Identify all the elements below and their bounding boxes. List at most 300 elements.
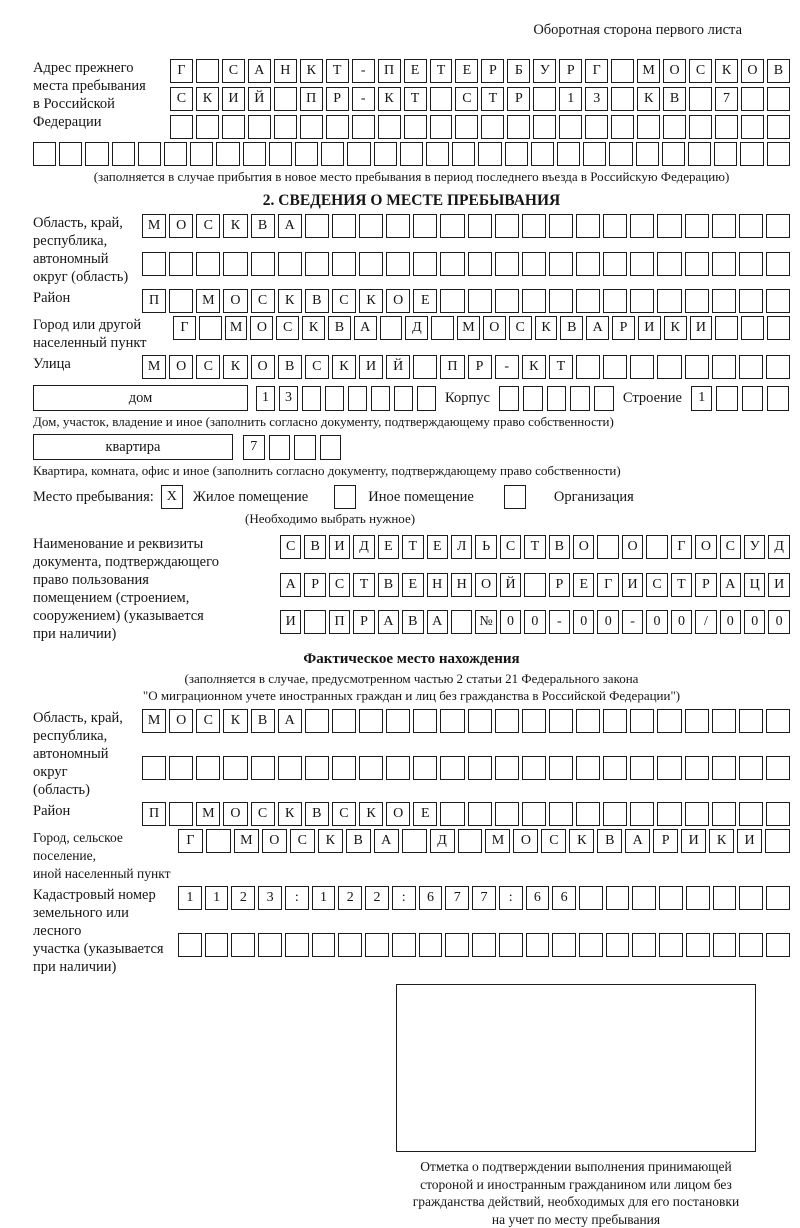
char-box[interactable] — [576, 252, 600, 276]
char-box[interactable]: О — [223, 802, 247, 826]
char-box[interactable] — [549, 802, 573, 826]
char-box[interactable] — [611, 115, 634, 139]
char-box[interactable] — [402, 829, 427, 853]
char-box[interactable] — [688, 142, 711, 166]
char-box[interactable]: Р — [559, 59, 582, 83]
char-box[interactable] — [417, 386, 436, 411]
char-box[interactable]: 0 — [768, 610, 789, 634]
char-box[interactable] — [630, 756, 654, 780]
char-box[interactable] — [741, 87, 764, 111]
char-box[interactable]: Й — [248, 87, 271, 111]
char-box[interactable] — [594, 386, 614, 411]
char-box[interactable]: 0 — [573, 610, 594, 634]
char-box[interactable]: 2 — [231, 886, 255, 910]
char-box[interactable]: С — [170, 87, 193, 111]
char-box[interactable] — [685, 214, 709, 238]
char-box[interactable]: В — [402, 610, 423, 634]
char-box[interactable]: Р — [653, 829, 678, 853]
char-box[interactable]: Н — [274, 59, 297, 83]
char-box[interactable] — [549, 252, 573, 276]
char-box[interactable]: В — [346, 829, 371, 853]
char-box[interactable] — [269, 142, 292, 166]
char-box[interactable] — [576, 802, 600, 826]
char-box[interactable] — [552, 933, 576, 957]
char-box[interactable] — [766, 355, 790, 379]
char-box[interactable]: К — [522, 355, 546, 379]
char-box[interactable]: Р — [304, 573, 325, 597]
char-box[interactable] — [243, 142, 266, 166]
char-box[interactable] — [468, 756, 492, 780]
char-box[interactable]: 7 — [715, 87, 738, 111]
char-box[interactable]: С — [689, 59, 712, 83]
char-box[interactable]: И — [280, 610, 301, 634]
char-box[interactable] — [274, 87, 297, 111]
char-box[interactable] — [716, 386, 738, 411]
char-box[interactable] — [657, 214, 681, 238]
char-box[interactable] — [630, 709, 654, 733]
char-box[interactable]: С — [280, 535, 301, 559]
char-box[interactable]: К — [664, 316, 687, 340]
char-box[interactable] — [196, 59, 219, 83]
char-box[interactable] — [320, 435, 342, 460]
char-box[interactable]: С — [305, 355, 329, 379]
char-box[interactable] — [632, 886, 656, 910]
char-box[interactable] — [426, 142, 449, 166]
char-box[interactable]: К — [359, 289, 383, 313]
char-box[interactable]: - — [549, 610, 570, 634]
char-box[interactable] — [715, 115, 738, 139]
char-box[interactable] — [739, 933, 763, 957]
char-box[interactable] — [522, 214, 546, 238]
char-box[interactable]: - — [352, 87, 375, 111]
char-box[interactable] — [413, 214, 437, 238]
char-box[interactable]: 7 — [445, 886, 469, 910]
char-box[interactable]: К — [278, 802, 302, 826]
char-box[interactable]: Т — [430, 59, 453, 83]
char-box[interactable]: А — [248, 59, 271, 83]
char-box[interactable] — [196, 756, 220, 780]
char-box[interactable] — [386, 252, 410, 276]
char-box[interactable] — [576, 709, 600, 733]
char-box[interactable] — [739, 886, 763, 910]
char-box[interactable]: С — [196, 355, 220, 379]
char-box[interactable] — [468, 289, 492, 313]
char-box[interactable] — [739, 289, 763, 313]
char-box[interactable] — [499, 386, 519, 411]
char-box[interactable]: С — [251, 289, 275, 313]
char-box[interactable] — [223, 252, 247, 276]
char-box[interactable]: П — [329, 610, 350, 634]
char-box[interactable]: О — [386, 802, 410, 826]
char-box[interactable]: А — [625, 829, 650, 853]
char-box[interactable] — [404, 115, 427, 139]
char-box[interactable]: Г — [178, 829, 203, 853]
char-box[interactable] — [576, 756, 600, 780]
char-box[interactable] — [766, 289, 790, 313]
char-box[interactable] — [178, 933, 202, 957]
char-box[interactable]: И — [690, 316, 713, 340]
char-box[interactable] — [766, 802, 790, 826]
char-box[interactable]: О — [169, 355, 193, 379]
char-box[interactable]: А — [378, 610, 399, 634]
char-box[interactable] — [630, 802, 654, 826]
char-box[interactable]: К — [223, 709, 247, 733]
char-box[interactable] — [714, 142, 737, 166]
char-box[interactable] — [302, 386, 321, 411]
char-box[interactable]: С — [276, 316, 299, 340]
char-box[interactable] — [295, 142, 318, 166]
char-box[interactable] — [657, 709, 681, 733]
char-box[interactable]: К — [196, 87, 219, 111]
char-box[interactable] — [712, 355, 736, 379]
checkbox-organization[interactable] — [504, 485, 526, 509]
char-box[interactable] — [170, 115, 193, 139]
char-box[interactable]: В — [305, 802, 329, 826]
char-box[interactable]: К — [223, 355, 247, 379]
char-box[interactable]: К — [359, 802, 383, 826]
char-box[interactable] — [495, 289, 519, 313]
char-box[interactable] — [576, 214, 600, 238]
char-box[interactable]: : — [499, 886, 523, 910]
char-box[interactable] — [659, 886, 683, 910]
char-box[interactable] — [258, 933, 282, 957]
char-box[interactable]: А — [280, 573, 301, 597]
char-box[interactable]: М — [234, 829, 259, 853]
char-box[interactable]: Г — [173, 316, 196, 340]
char-box[interactable] — [603, 709, 627, 733]
char-box[interactable] — [440, 289, 464, 313]
char-box[interactable] — [713, 933, 737, 957]
char-box[interactable]: С — [332, 802, 356, 826]
char-box[interactable] — [576, 289, 600, 313]
char-box[interactable] — [85, 142, 108, 166]
char-box[interactable] — [766, 933, 790, 957]
char-box[interactable]: : — [392, 886, 416, 910]
char-box[interactable]: С — [455, 87, 478, 111]
char-box[interactable] — [712, 252, 736, 276]
char-box[interactable]: А — [354, 316, 377, 340]
char-box[interactable]: Е — [413, 289, 437, 313]
char-box[interactable]: Н — [427, 573, 448, 597]
char-box[interactable]: С — [646, 573, 667, 597]
char-box[interactable] — [359, 709, 383, 733]
char-box[interactable]: М — [142, 355, 166, 379]
char-box[interactable]: Г — [597, 573, 618, 597]
char-box[interactable] — [325, 386, 344, 411]
char-box[interactable] — [400, 142, 423, 166]
char-box[interactable]: С — [222, 59, 245, 83]
char-box[interactable] — [386, 709, 410, 733]
char-box[interactable] — [251, 252, 275, 276]
char-box[interactable] — [689, 115, 712, 139]
char-box[interactable] — [380, 316, 403, 340]
char-box[interactable]: Г — [671, 535, 692, 559]
char-box[interactable]: 6 — [526, 886, 550, 910]
char-box[interactable] — [524, 573, 545, 597]
char-box[interactable] — [741, 115, 764, 139]
char-box[interactable]: О — [386, 289, 410, 313]
char-box[interactable] — [686, 933, 710, 957]
char-box[interactable]: № — [475, 610, 496, 634]
char-box[interactable]: М — [225, 316, 248, 340]
char-box[interactable]: Р — [612, 316, 635, 340]
char-box[interactable]: С — [720, 535, 741, 559]
char-box[interactable]: Н — [451, 573, 472, 597]
char-box[interactable] — [637, 115, 660, 139]
char-box[interactable]: О — [741, 59, 764, 83]
char-box[interactable]: С — [251, 802, 275, 826]
char-box[interactable]: К — [637, 87, 660, 111]
char-box[interactable] — [603, 252, 627, 276]
char-box[interactable] — [636, 142, 659, 166]
char-box[interactable] — [495, 756, 519, 780]
char-box[interactable]: 6 — [419, 886, 443, 910]
char-box[interactable]: 1 — [178, 886, 202, 910]
char-box[interactable]: А — [278, 709, 302, 733]
char-box[interactable] — [712, 709, 736, 733]
char-box[interactable] — [523, 386, 543, 411]
char-box[interactable] — [413, 355, 437, 379]
char-box[interactable]: 0 — [744, 610, 765, 634]
char-box[interactable] — [505, 142, 528, 166]
char-box[interactable]: А — [720, 573, 741, 597]
char-box[interactable]: Т — [326, 59, 349, 83]
char-box[interactable] — [169, 252, 193, 276]
char-box[interactable] — [507, 115, 530, 139]
char-box[interactable]: / — [695, 610, 716, 634]
char-box[interactable] — [685, 756, 709, 780]
char-box[interactable]: Д — [430, 829, 455, 853]
char-box[interactable]: М — [142, 709, 166, 733]
char-box[interactable]: Т — [353, 573, 374, 597]
char-box[interactable] — [685, 709, 709, 733]
char-box[interactable] — [142, 756, 166, 780]
char-box[interactable]: 2 — [365, 886, 389, 910]
char-box[interactable] — [199, 316, 222, 340]
char-box[interactable]: Е — [413, 802, 437, 826]
char-box[interactable] — [766, 214, 790, 238]
char-box[interactable]: К — [223, 214, 247, 238]
char-box[interactable]: К — [378, 87, 401, 111]
char-box[interactable] — [579, 886, 603, 910]
char-box[interactable] — [603, 802, 627, 826]
char-box[interactable]: 1 — [256, 386, 275, 411]
char-box[interactable] — [499, 933, 523, 957]
char-box[interactable] — [458, 829, 483, 853]
char-box[interactable]: О — [169, 709, 193, 733]
char-box[interactable]: В — [305, 289, 329, 313]
char-box[interactable]: К — [709, 829, 734, 853]
char-box[interactable] — [347, 142, 370, 166]
char-box[interactable] — [765, 829, 790, 853]
char-box[interactable] — [223, 756, 247, 780]
char-box[interactable] — [440, 756, 464, 780]
char-box[interactable]: К — [318, 829, 343, 853]
char-box[interactable] — [657, 802, 681, 826]
char-box[interactable]: Р — [353, 610, 374, 634]
char-box[interactable] — [522, 802, 546, 826]
char-box[interactable]: В — [549, 535, 570, 559]
char-box[interactable]: А — [278, 214, 302, 238]
char-box[interactable]: П — [142, 802, 166, 826]
char-box[interactable]: - — [352, 59, 375, 83]
char-box[interactable] — [549, 289, 573, 313]
char-box[interactable] — [440, 709, 464, 733]
char-box[interactable] — [646, 535, 667, 559]
char-box[interactable] — [413, 252, 437, 276]
char-box[interactable] — [689, 87, 712, 111]
char-box[interactable] — [142, 252, 166, 276]
char-box[interactable]: В — [251, 214, 275, 238]
char-box[interactable]: П — [142, 289, 166, 313]
char-box[interactable]: 2 — [338, 886, 362, 910]
char-box[interactable]: М — [142, 214, 166, 238]
char-box[interactable] — [359, 756, 383, 780]
char-box[interactable] — [481, 115, 504, 139]
char-box[interactable] — [609, 142, 632, 166]
char-box[interactable]: В — [560, 316, 583, 340]
char-box[interactable] — [455, 115, 478, 139]
char-box[interactable]: 0 — [671, 610, 692, 634]
char-box[interactable] — [190, 142, 213, 166]
char-box[interactable] — [522, 289, 546, 313]
char-box[interactable]: Д — [768, 535, 789, 559]
char-box[interactable]: М — [196, 802, 220, 826]
char-box[interactable]: В — [251, 709, 275, 733]
char-box[interactable]: С — [290, 829, 315, 853]
char-box[interactable] — [597, 535, 618, 559]
char-box[interactable] — [468, 252, 492, 276]
char-box[interactable]: - — [622, 610, 643, 634]
char-box[interactable] — [294, 435, 316, 460]
char-box[interactable] — [557, 142, 580, 166]
char-box[interactable]: Е — [427, 535, 448, 559]
char-box[interactable] — [332, 756, 356, 780]
char-box[interactable] — [231, 933, 255, 957]
char-box[interactable] — [430, 115, 453, 139]
char-box[interactable]: С — [509, 316, 532, 340]
char-box[interactable] — [685, 802, 709, 826]
char-box[interactable]: К — [715, 59, 738, 83]
char-box[interactable]: П — [300, 87, 323, 111]
char-box[interactable] — [739, 355, 763, 379]
char-box[interactable]: Г — [170, 59, 193, 83]
char-box[interactable]: 1 — [691, 386, 713, 411]
char-box[interactable] — [585, 115, 608, 139]
char-box[interactable] — [112, 142, 135, 166]
char-box[interactable]: Г — [585, 59, 608, 83]
char-box[interactable] — [33, 142, 56, 166]
char-box[interactable]: О — [663, 59, 686, 83]
char-box[interactable] — [305, 214, 329, 238]
char-box[interactable]: Т — [402, 535, 423, 559]
char-box[interactable] — [630, 355, 654, 379]
char-box[interactable] — [611, 59, 634, 83]
char-box[interactable]: К — [535, 316, 558, 340]
char-box[interactable]: М — [485, 829, 510, 853]
char-box[interactable] — [59, 142, 82, 166]
char-box[interactable] — [196, 252, 220, 276]
char-box[interactable]: В — [328, 316, 351, 340]
char-box[interactable]: Ц — [744, 573, 765, 597]
char-box[interactable]: С — [500, 535, 521, 559]
char-box[interactable]: Р — [695, 573, 716, 597]
char-box[interactable] — [549, 709, 573, 733]
char-box[interactable] — [419, 933, 443, 957]
char-box[interactable]: В — [597, 829, 622, 853]
char-box[interactable]: С — [541, 829, 566, 853]
char-box[interactable] — [169, 289, 193, 313]
char-box[interactable]: О — [475, 573, 496, 597]
char-box[interactable] — [430, 87, 453, 111]
char-box[interactable]: Б — [507, 59, 530, 83]
char-box[interactable]: В — [767, 59, 790, 83]
char-box[interactable]: - — [495, 355, 519, 379]
char-box[interactable] — [657, 289, 681, 313]
char-box[interactable] — [657, 252, 681, 276]
char-box[interactable] — [630, 214, 654, 238]
char-box[interactable]: М — [196, 289, 220, 313]
char-box[interactable] — [169, 756, 193, 780]
char-box[interactable]: И — [359, 355, 383, 379]
char-box[interactable] — [478, 142, 501, 166]
char-box[interactable] — [767, 316, 790, 340]
char-box[interactable] — [394, 386, 413, 411]
char-box[interactable]: В — [378, 573, 399, 597]
char-box[interactable] — [579, 933, 603, 957]
char-box[interactable]: А — [374, 829, 399, 853]
char-box[interactable] — [685, 355, 709, 379]
char-box[interactable]: 1 — [559, 87, 582, 111]
char-box[interactable] — [378, 115, 401, 139]
char-box[interactable] — [630, 252, 654, 276]
char-box[interactable] — [164, 142, 187, 166]
char-box[interactable]: А — [586, 316, 609, 340]
char-box[interactable] — [196, 115, 219, 139]
char-box[interactable] — [451, 610, 472, 634]
char-box[interactable] — [713, 886, 737, 910]
char-box[interactable] — [559, 115, 582, 139]
char-box[interactable] — [374, 142, 397, 166]
char-box[interactable] — [472, 933, 496, 957]
char-box[interactable] — [332, 252, 356, 276]
char-box[interactable] — [205, 933, 229, 957]
char-box[interactable] — [431, 316, 454, 340]
char-box[interactable] — [603, 355, 627, 379]
char-box[interactable] — [386, 756, 410, 780]
char-box[interactable] — [547, 386, 567, 411]
char-box[interactable] — [413, 756, 437, 780]
char-box[interactable]: Т — [549, 355, 573, 379]
char-box[interactable] — [305, 756, 329, 780]
char-box[interactable] — [495, 252, 519, 276]
char-box[interactable] — [663, 115, 686, 139]
char-box[interactable]: 3 — [585, 87, 608, 111]
char-box[interactable] — [712, 289, 736, 313]
char-box[interactable] — [300, 115, 323, 139]
char-box[interactable] — [715, 316, 738, 340]
char-box[interactable]: С — [329, 573, 350, 597]
char-box[interactable]: К — [569, 829, 594, 853]
char-box[interactable]: И — [768, 573, 789, 597]
char-box[interactable] — [606, 886, 630, 910]
char-box[interactable] — [740, 142, 763, 166]
char-box[interactable] — [767, 115, 790, 139]
char-box[interactable]: О — [483, 316, 506, 340]
char-box[interactable] — [326, 115, 349, 139]
char-box[interactable] — [739, 252, 763, 276]
char-box[interactable] — [685, 252, 709, 276]
